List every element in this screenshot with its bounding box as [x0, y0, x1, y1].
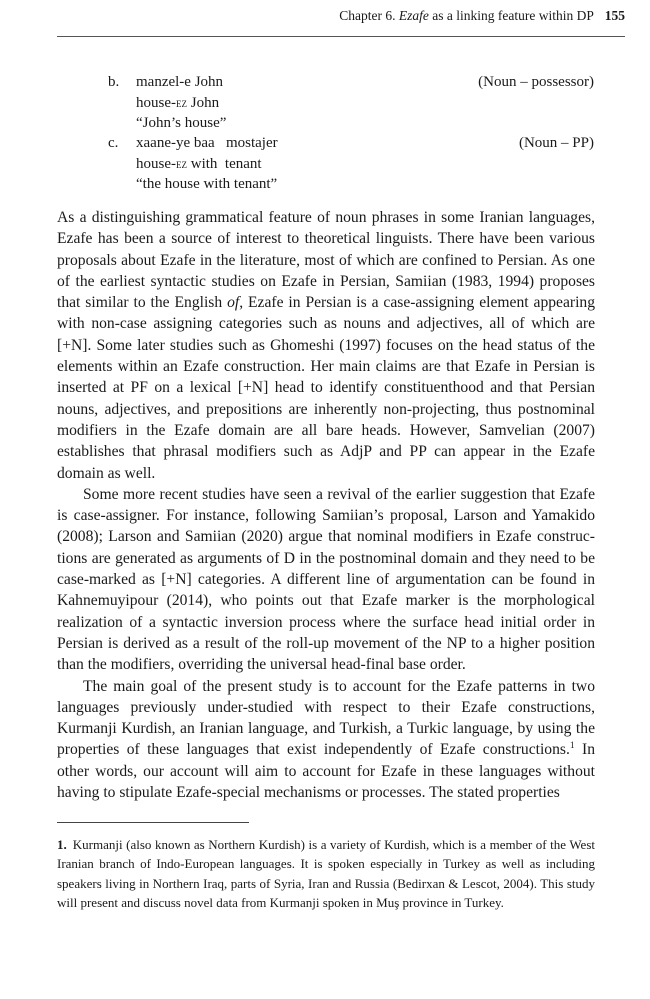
- example-label: b.: [108, 74, 120, 90]
- paragraph-2: [57, 484, 595, 676]
- chapter-title-rest: as a linking feature within DP: [432, 8, 594, 23]
- example-gloss-line: [136, 93, 219, 114]
- gloss-ez: ez: [176, 155, 187, 171]
- paragraph-text: In other words, our account will aim to account for Ezafe in these languages without having to stipulate Ezafe-special mechanisms or processes. The stated properties: [57, 741, 595, 802]
- paragraph-text: As a distinguishing grammatical feature of noun phrases in some Iranian languages, Ezafe has been a source of interest to theoretical linguists. There have been various proposals about Ezafe in the literature, most of which are confined to Persian. As one of the earliest syntactic studies on Ezafe in Persian, Samiian (1983, 1994) proposes that similar to the English: [57, 209, 595, 312]
- example-translation: “the house with tenant”: [136, 176, 278, 192]
- gloss-ez: ez: [176, 94, 187, 110]
- gloss-part: with tenant: [187, 155, 262, 172]
- gloss-part: John: [187, 94, 220, 111]
- running-header: [57, 8, 625, 37]
- paragraph-text: The main goal of the present study is to account for the Ezafe patterns in two languages previously under-studied with respect to their Ezafe constructions, Kurmanji Kurdish, an Iranian language, and Turkish, a Turkic language, by using the properties of these languages that exist independently of Ezafe constructions.: [57, 677, 595, 759]
- example-translation: “John’s house”: [136, 115, 227, 131]
- chapter-prefix: Chapter 6.: [339, 8, 396, 23]
- paragraph-text: Some more recent studies have seen a revival of the earlier suggestion that Ezafe is case-assigner. For instance, following Samiian’s proposal, Larson and Yamakido (2008); Larson and Samiian (2020) argue that nominal modifiers in Ezafe constructions are generated as arguments of D in the postnominal domain and they need to be case-marked as [+N] categories. A different line of argumentation can be found in Kahnemuyipour (2014), who points out that Ezafe marker is the morphological realization of a syntactic inversion process where the surface head initial order in Persian is derived as a result of the roll-up movement of the NP to a higher position than the modifiers, overriding the universal head-final base order.: [57, 485, 595, 674]
- footnote-reference[interactable]: 1: [569, 741, 575, 752]
- footnote-text: Kurmanji (also known as Northern Kurdish) is a variety of Kurdish, which is a member of the West Iranian branch of Indo-European languages. It is spoken especially in Turkey as well as including speakers living in Northern Iraq, parts of Syria, Iran and Russia (Bedirxan & Lescot, 2004). This study will present and discuss novel data from Kurmanji spoken in Muş province in Turkey.: [57, 837, 595, 911]
- footnote-number: 1.: [57, 837, 67, 852]
- example-tag: (Noun – PP): [518, 135, 594, 151]
- gloss-part: house-: [136, 94, 176, 111]
- italic-word: of: [227, 294, 240, 312]
- example-label: c.: [108, 135, 119, 151]
- example-tag: (Noun – possessor): [478, 74, 594, 90]
- paragraph-1: [57, 207, 595, 484]
- gloss-part: house-: [136, 155, 176, 172]
- example-source-line: xaane-ye baa mostajer: [136, 135, 278, 151]
- example-source-line: manzel-e John: [136, 74, 224, 90]
- chapter-title-italic: Ezafe: [398, 8, 429, 23]
- paragraph-text: , Ezafe in Persian is a case-assigning element appearing with non-case assigning categories such as nouns and adjectives, all of which are [+N]. Some later studies such as Ghomeshi (1997) focuses on the head status of the elements within an Ezafe construction. Her main claims are that Ezafe in Persian is inserted at PF on a lexical [+N] head to identify constituenthood and that Persian nouns, adjectives, and prepositions are inherently non-projecting, thus postnominal modifiers in the Ezafe domain are all bare heads. However, Samvelian (2007) establishes that phrasal modifiers such as AdjP and PP can appear in the Ezafe domain as well.: [57, 294, 595, 482]
- paragraph-3: [57, 676, 595, 804]
- footnote: [57, 835, 595, 913]
- example-c: [108, 133, 598, 195]
- footnote-divider: [57, 822, 249, 823]
- body-text: [57, 207, 595, 803]
- example-b: [108, 72, 598, 134]
- example-gloss-line: [136, 154, 262, 175]
- page-number: 155: [604, 8, 625, 23]
